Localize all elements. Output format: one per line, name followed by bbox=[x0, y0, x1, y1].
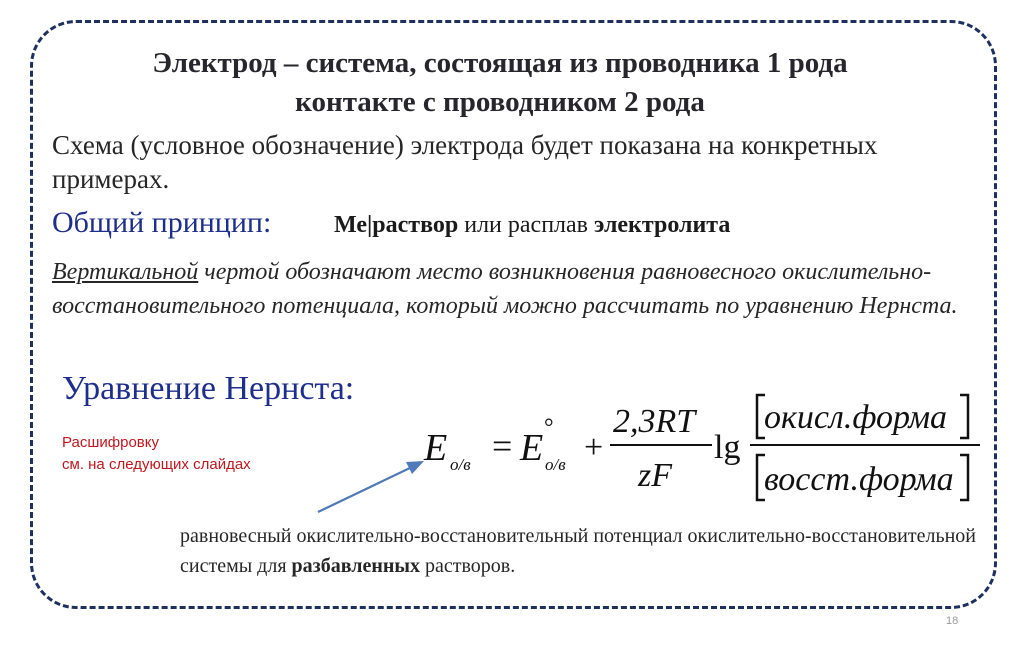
principle-label: Общий принцип: bbox=[52, 206, 272, 239]
title-line-1: Электрод – система, состоящая из проводника 1 рода bbox=[152, 47, 848, 79]
lhs-e: E bbox=[424, 427, 448, 469]
fraction-denominator: zF bbox=[638, 457, 672, 494]
principle-text bbox=[334, 212, 730, 239]
vertical-line-explanation bbox=[52, 255, 972, 323]
scheme-text: Схема (условное обозначение) электрода будет показана на конкретных примерах. bbox=[52, 130, 878, 194]
note-line-1: Расшифровку bbox=[62, 434, 159, 451]
nernst-formula bbox=[420, 390, 995, 515]
explanation-rest: чертой обозначают место возникновения равновесного окислительно-восстановительного потенциала, который можно рассчитать по уравнению Нернста. bbox=[52, 259, 958, 319]
lhs-subscript: о/в bbox=[450, 455, 471, 474]
lg-operator: lg bbox=[714, 429, 741, 466]
desc-after: растворов. bbox=[420, 555, 516, 577]
principle-row bbox=[52, 206, 731, 240]
desc-before: равновесный окислительно-восстановительный потенциал окислительно-восстановительной системы для bbox=[180, 525, 976, 577]
page-number: 18 bbox=[946, 615, 959, 627]
plus-sign: + bbox=[584, 429, 604, 466]
nernst-equation-label: Уравнение Нернста: bbox=[62, 370, 355, 407]
title-line-2: контакте с проводником 2 рода bbox=[295, 86, 705, 118]
equals-sign: = bbox=[492, 426, 513, 466]
me-solution: Ме|раствор bbox=[334, 212, 459, 238]
fraction-numerator: 2,3RT bbox=[613, 403, 696, 440]
desc-bold: разбавленных bbox=[291, 555, 420, 577]
underlined-word: Вертикальной bbox=[52, 259, 199, 285]
e0-subscript: о/в bbox=[545, 455, 566, 474]
note-line-2: см. на следующих слайдах bbox=[62, 456, 251, 473]
e0-superscript: ° bbox=[544, 415, 554, 441]
oxidized-form: окисл.форма bbox=[764, 399, 948, 436]
red-bracket-right bbox=[960, 455, 968, 500]
potential-description bbox=[180, 521, 980, 581]
slide-title bbox=[60, 44, 940, 122]
oxid-bracket-right bbox=[960, 395, 968, 438]
electrolyte-word: электролита bbox=[594, 212, 731, 238]
reduced-form: восст.форма bbox=[764, 461, 954, 498]
e0-e: E bbox=[520, 427, 544, 469]
principle-middle: или расплав bbox=[458, 212, 594, 238]
decoding-note bbox=[62, 432, 322, 476]
